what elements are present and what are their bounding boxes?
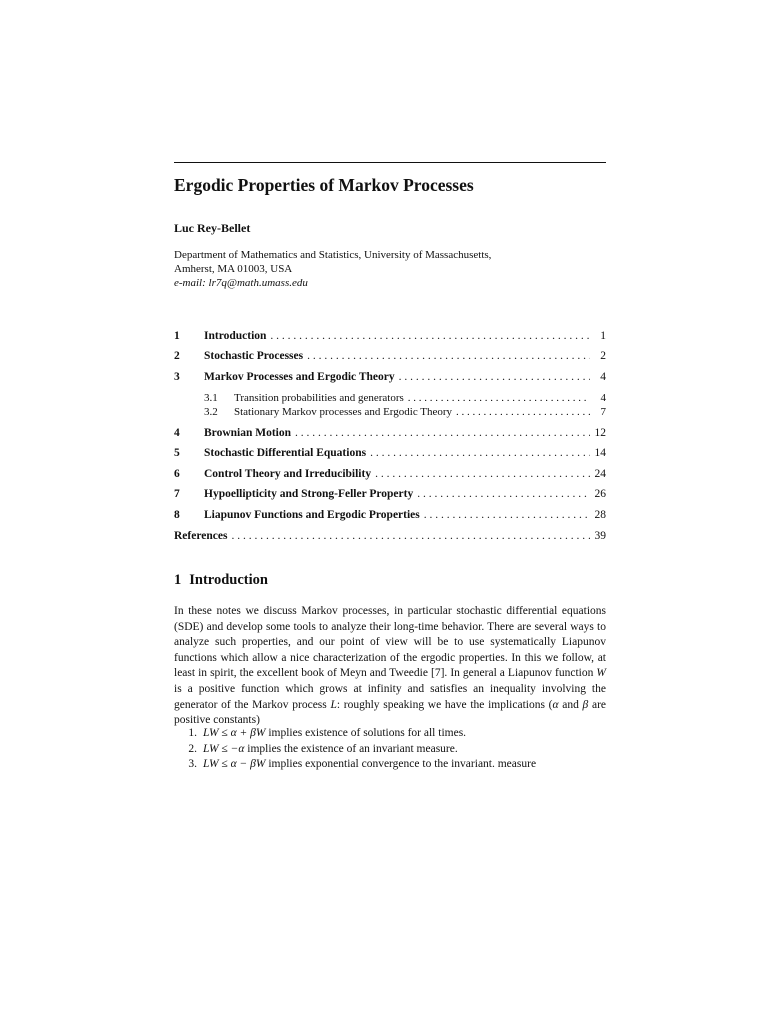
toc-label: Stochastic Processes	[204, 350, 304, 362]
math-symbol: β	[582, 698, 589, 711]
toc-label: Introduction	[204, 330, 267, 342]
affiliation-line-2: Amherst, MA 01003, USA	[174, 263, 293, 275]
toc-number: 3.1	[204, 392, 218, 404]
author-email: e-mail: lr7q@math.umass.edu	[174, 277, 308, 289]
toc-label: Hypoellipticity and Strong-Feller Property	[204, 488, 414, 500]
toc-leader	[417, 487, 590, 502]
toc-label: Markov Processes and Ergodic Theory	[204, 371, 395, 383]
paragraph-text: : roughly speaking we have the implications (	[336, 698, 553, 711]
toc-entry[interactable]	[174, 446, 606, 461]
toc-entry[interactable]	[174, 487, 606, 502]
math-expression: LW ≤ −α	[203, 742, 245, 755]
toc-page: 7	[600, 406, 606, 418]
toc-page: 2	[600, 350, 606, 362]
paragraph-text: are positive constants)	[174, 698, 607, 727]
paragraph-text: In these notes we discuss Markov processes, in particular stochastic differential equations (SDE) and develop some tools to analyze their long-time behavior. There are several ways to analyze such properties, and our point of view will be to use systematically Liapunov functions which allow a nice characterization of the ergodic properties. In this we follow, at least in spirit, the excellent book of Meyn and Tweedie [7]. In general a Liapunov function	[174, 605, 606, 680]
toc-label: Control Theory and Irreducibility	[204, 468, 372, 480]
toc-label: Stationary Markov processes and Ergodic Theory	[234, 406, 453, 418]
math-symbol: L	[330, 698, 337, 711]
toc-label: References	[174, 530, 228, 542]
toc-entry[interactable]	[174, 370, 606, 385]
toc-label: Liapunov Functions and Ergodic Properties	[204, 509, 420, 521]
list-item	[174, 757, 606, 773]
toc-page: 1	[600, 330, 606, 342]
implications-list	[174, 726, 606, 773]
toc-number: 3.2	[204, 406, 218, 418]
toc-label: Transition probabilities and generators	[234, 392, 404, 404]
intro-paragraph	[174, 604, 606, 729]
toc-leader	[295, 426, 590, 441]
list-item	[174, 726, 606, 742]
toc-page: 39	[594, 530, 606, 542]
toc-leader	[399, 370, 590, 385]
math-expression: LW ≤ α + βW	[203, 727, 266, 739]
toc-leader	[456, 405, 590, 420]
toc-leader	[408, 391, 590, 406]
toc-number: 5	[174, 447, 180, 459]
toc-leader	[270, 329, 590, 344]
list-text: implies exponential convergence to the invariant. measure	[265, 758, 537, 771]
toc-page: 24	[594, 468, 606, 480]
list-item	[174, 742, 606, 758]
top-rule	[174, 162, 606, 163]
toc-label: Brownian Motion	[204, 427, 292, 439]
toc-page: 14	[594, 447, 606, 459]
toc-page: 28	[594, 509, 606, 521]
toc-entry[interactable]	[174, 329, 606, 344]
toc-page: 26	[594, 488, 606, 500]
toc-page: 4	[600, 392, 606, 404]
toc-page: 4	[600, 371, 606, 383]
paragraph-text: and	[558, 698, 583, 711]
paragraph-text: is a positive function which grows at infinity and satisfies an inequality involving the generator of the Markov process	[174, 682, 606, 711]
toc-subentry[interactable]	[174, 405, 606, 420]
math-expression: LW ≤ α − βW	[203, 758, 266, 771]
list-number: 1.	[188, 727, 197, 739]
list-number: 2.	[188, 742, 197, 755]
math-symbol: α	[552, 698, 559, 711]
toc-entry[interactable]	[174, 349, 606, 364]
toc-leader	[375, 467, 590, 482]
toc-leader	[370, 446, 590, 461]
toc-number: 2	[174, 350, 180, 362]
list-text: implies existence of solutions for all times.	[265, 727, 467, 739]
math-symbol: W	[596, 667, 606, 680]
toc-label: Stochastic Differential Equations	[204, 447, 367, 459]
toc-number: 4	[174, 427, 180, 439]
toc-entry[interactable]	[174, 467, 606, 482]
toc-subentry[interactable]	[174, 391, 606, 406]
list-text: implies the existence of an invariant measure.	[244, 742, 458, 755]
list-number: 3.	[188, 758, 197, 771]
toc-entry[interactable]	[174, 508, 606, 523]
toc-entry-references[interactable]	[174, 529, 606, 544]
toc-leader	[231, 529, 590, 544]
toc-number: 7	[174, 488, 180, 500]
paper-title: Ergodic Properties of Markov Processes	[174, 175, 474, 195]
affiliation-line-1: Department of Mathematics and Statistics, University of Massachusetts,	[174, 249, 492, 261]
section-title: Introduction	[189, 572, 268, 588]
toc-number: 3	[174, 371, 180, 383]
section-number: 1	[174, 572, 182, 588]
toc-leader	[307, 349, 590, 364]
toc-number: 6	[174, 468, 180, 480]
author-name: Luc Rey-Bellet	[174, 221, 251, 235]
toc-entry[interactable]	[174, 426, 606, 441]
toc-number: 8	[174, 509, 180, 521]
affiliation	[174, 248, 491, 290]
toc-page: 12	[594, 427, 606, 439]
toc-leader	[424, 508, 590, 523]
section-heading	[174, 572, 268, 589]
toc-number: 1	[174, 330, 180, 342]
